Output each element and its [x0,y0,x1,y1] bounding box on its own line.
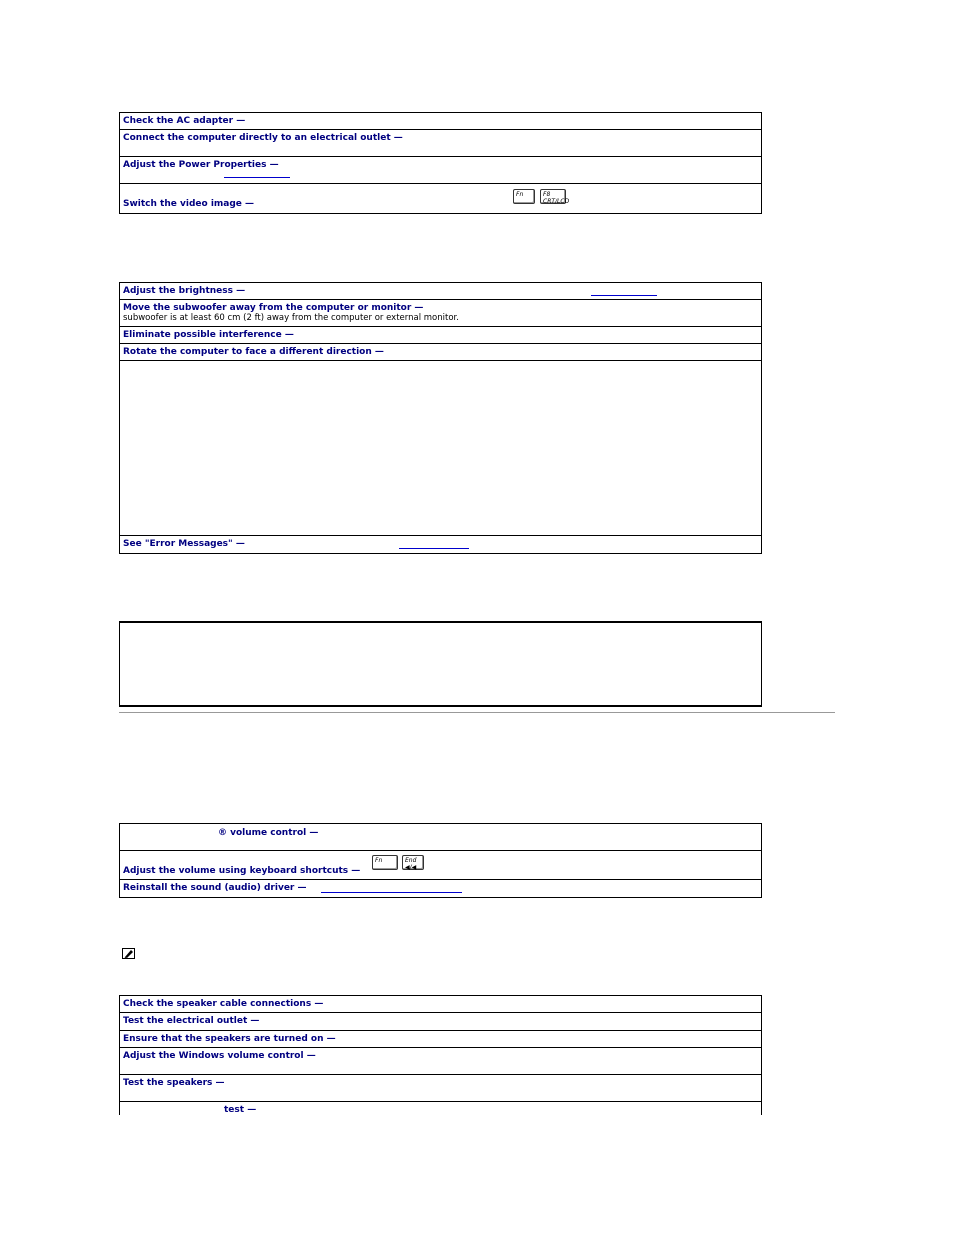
table-row [120,344,761,361]
table-row [120,361,761,536]
error-messages-link[interactable] [399,548,469,549]
table-row [120,300,761,327]
table-row [120,1075,761,1102]
reinstall-sound-driver-label: Reinstall the sound (audio) driver — [123,883,307,893]
test-outlet-label: Test the electrical outlet — [123,1016,260,1026]
rotate-computer-label: Rotate the computer to face a different direction — [123,347,384,357]
table-row [120,327,761,344]
volume-shortcuts-label: Adjust the volume using keyboard shortcuts — [123,866,361,876]
adjust-power-properties-label: Adjust the Power Properties — [123,160,279,170]
fn-key-icon: Fn [372,855,398,870]
table-row [120,536,761,553]
table-row [120,1048,761,1075]
fn-key-icon: Fn [513,189,535,204]
table-row [120,1102,761,1115]
eliminate-interference-label: Eliminate possible interference — [123,330,294,340]
volume-key-label: ◀/◀ [405,864,417,871]
table-row [120,824,761,851]
move-subwoofer-label: Move the subwoofer away from the computer or monitor — [123,303,424,313]
table-row [120,157,761,184]
power-properties-link[interactable] [224,177,290,178]
reinstall-drivers-link[interactable] [321,892,462,893]
connect-outlet-label: Connect the computer directly to an electrical outlet — [123,133,403,143]
table-row [120,1031,761,1048]
crt-lcd-key-label: CRT/LCD [543,198,570,205]
table-row [120,130,761,157]
adjust-brightness-label: Adjust the brightness — [123,286,246,296]
sound-troubleshoot-table [119,823,762,898]
table-row [120,184,761,213]
volume-control-label: ® volume control — [218,828,319,838]
empty-box-table [119,621,762,707]
display-troubleshoot-table [119,282,762,554]
power-troubleshoot-table [119,112,762,214]
speakers-on-label: Ensure that the speakers are turned on — [123,1034,336,1044]
test-speakers-label: Test the speakers — [123,1078,225,1088]
speaker-troubleshoot-table [119,995,762,1115]
table-row [120,851,761,880]
error-messages-label: See "Error Messages" — [123,539,245,549]
switch-video-image-label: Switch the video image — [123,199,255,209]
crt-lcd-key-icon [540,189,570,205]
brightness-link[interactable] [591,295,657,296]
table-row [120,113,761,130]
volume-key-icon [402,855,424,870]
check-ac-adapter-label: Check the AC adapter — [123,116,246,126]
windows-volume-label: Adjust the Windows volume control — [123,1051,316,1061]
subwoofer-distance-text: subwoofer is at least 60 cm (2 ft) away from the computer or external monitor. [123,313,459,323]
table-row [120,996,761,1013]
section-divider [119,712,835,713]
end-key-label: End [405,857,417,864]
table-row [120,1013,761,1031]
table-row [120,880,761,897]
check-speaker-cables-label: Check the speaker cable connections — [123,999,324,1009]
note-pencil-icon [122,948,135,959]
diagnostics-test-label: test — [224,1105,257,1115]
table-row [120,283,761,300]
f8-key-label: F8 [543,191,551,198]
